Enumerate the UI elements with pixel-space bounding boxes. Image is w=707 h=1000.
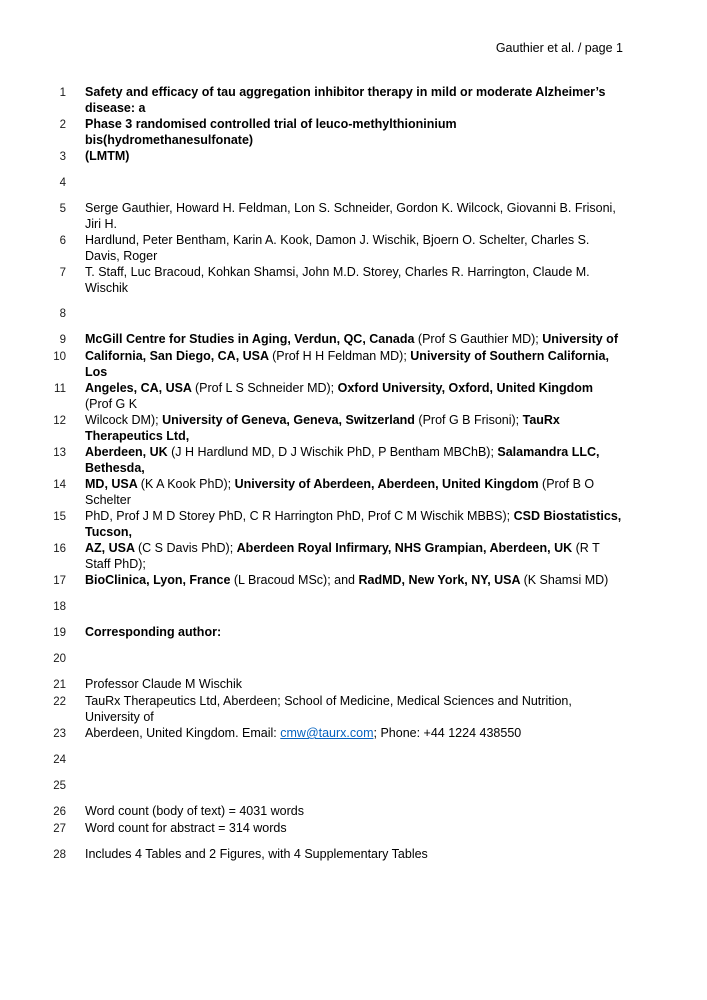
paragraph	[38, 624, 623, 641]
line-row	[38, 540, 623, 572]
text-segment: Aberdeen, UK	[85, 445, 172, 459]
paragraph	[38, 846, 623, 863]
line-number: 5	[59, 203, 66, 215]
line-text	[85, 331, 623, 347]
line-row	[38, 693, 623, 725]
line-row	[38, 84, 623, 116]
line-number: 9	[59, 334, 66, 346]
paragraph	[38, 676, 623, 742]
line-row	[38, 725, 623, 742]
line-number: 3	[59, 151, 66, 163]
line-row	[38, 820, 623, 837]
line-row	[38, 846, 623, 863]
line-number: 28	[53, 849, 66, 861]
line-text	[85, 412, 623, 444]
line-row	[38, 508, 623, 540]
text-segment: Aberdeen Royal Infirmary, NHS Grampian, Aberdeen, UK	[236, 541, 576, 555]
text-segment: PhD, Prof J M D Storey PhD, C R Harrington PhD, Prof C M Wischik MBBS);	[85, 509, 514, 523]
text-segment: (LMTM)	[85, 149, 130, 163]
line-row	[38, 116, 623, 148]
text-segment: CSD Biostatistics, Tucson,	[85, 509, 622, 539]
text-segment: Word count (body of text) = 4031 words	[85, 804, 304, 818]
line-number: 16	[53, 543, 66, 555]
line-number: 21	[53, 679, 66, 691]
email-link[interactable]: cmw@taurx.com	[280, 726, 374, 740]
line-text	[85, 476, 623, 508]
line-number: 2	[59, 119, 66, 131]
text-segment: RadMD, New York, NY, USA	[358, 573, 524, 587]
line-row	[38, 444, 623, 476]
text-segment: TauRx Therapeutics Ltd, Aberdeen; School of Medicine, Medical Sciences and Nutrition, University of	[85, 694, 572, 724]
line-number: 15	[53, 511, 66, 523]
line-row	[38, 676, 623, 693]
line-number: 27	[53, 823, 66, 835]
text-segment: BioClinica, Lyon, France	[85, 573, 234, 587]
line-number: 22	[53, 696, 66, 708]
line-number: 13	[53, 447, 66, 459]
text-segment: (K A Kook PhD);	[140, 477, 235, 491]
text-segment: Hardlund, Peter Bentham, Karin A. Kook, Damon J. Wischik, Bjoern O. Schelter, Charles S. Davis, Roger	[85, 233, 590, 263]
text-segment: California, San Diego, CA, USA	[85, 349, 273, 363]
text-segment: University of	[542, 332, 618, 346]
text-segment: Angeles, CA, USA	[85, 381, 195, 395]
line-text	[85, 725, 623, 741]
paragraph	[38, 305, 623, 322]
line-text	[85, 305, 623, 321]
line-number: 20	[53, 653, 66, 665]
line-number: 17	[53, 575, 66, 587]
line-row	[38, 624, 623, 641]
line-text	[85, 693, 623, 725]
line-text	[85, 148, 623, 164]
text-segment: T. Staff, Luc Bracoud, Kohkan Shamsi, John M.D. Storey, Charles R. Harrington, Claude M. Wischik	[85, 265, 590, 295]
text-segment: (C S Davis PhD);	[138, 541, 237, 555]
line-number: 25	[53, 780, 66, 792]
line-row	[38, 264, 623, 296]
text-segment: (Prof H H Feldman MD);	[272, 349, 411, 363]
line-number: 24	[53, 754, 66, 766]
paragraph	[38, 84, 623, 165]
text-segment: (L Bracoud MSc); and	[233, 573, 359, 587]
line-text	[85, 508, 623, 540]
paragraph	[38, 598, 623, 615]
text-segment: TauRx Therapeutics Ltd,	[85, 413, 560, 443]
line-number: 11	[54, 383, 66, 395]
line-row	[38, 380, 623, 412]
running-head: Gauthier et al. / page 1	[495, 41, 623, 55]
text-segment: University of Geneva, Geneva, Switzerland	[162, 413, 419, 427]
text-segment: University of Aberdeen, Aberdeen, United Kingdom	[234, 477, 543, 491]
text-segment: Oxford University, Oxford, United Kingdom	[337, 381, 593, 395]
line-row	[38, 232, 623, 264]
text-segment: (Prof S Gauthier MD);	[417, 332, 543, 346]
text-segment: (K Shamsi MD)	[523, 573, 609, 587]
line-row	[38, 751, 623, 768]
line-row	[38, 476, 623, 508]
text-segment: Aberdeen, United Kingdom. Email:	[85, 726, 281, 740]
text-segment: MD, USA	[85, 477, 141, 491]
line-text	[85, 380, 623, 412]
line-text	[85, 174, 623, 190]
line-text	[85, 232, 623, 264]
text-segment: (Prof L S Schneider MD);	[194, 381, 338, 395]
line-text	[85, 348, 623, 380]
text-segment: ; Phone: +44 1224 438550	[373, 726, 522, 740]
line-text	[85, 624, 623, 640]
line-number: 23	[53, 728, 66, 740]
text-segment: (Prof G K	[85, 397, 138, 411]
text-segment: Corresponding author:	[85, 625, 222, 639]
line-number: 19	[53, 627, 66, 639]
text-segment: Safety and efficacy of tau aggregation inhibitor therapy in mild or moderate Alzheimer’s disease: a	[85, 85, 606, 115]
paragraph	[38, 751, 623, 768]
line-text	[85, 84, 623, 116]
paragraph	[38, 174, 623, 191]
line-row	[38, 200, 623, 232]
line-text	[85, 650, 623, 666]
text-segment: Professor Claude M Wischik	[85, 677, 242, 691]
text-segment: Salamandra LLC, Bethesda,	[85, 445, 600, 475]
line-number: 10	[53, 351, 66, 363]
line-text	[85, 803, 623, 819]
line-text	[85, 200, 623, 232]
text-segment: Wilcock DM);	[85, 413, 163, 427]
line-text	[85, 444, 623, 476]
line-row	[38, 148, 623, 165]
line-row	[38, 572, 623, 589]
line-text	[85, 572, 623, 588]
text-segment: McGill Centre for Studies in Aging, Verdun, QC, Canada	[85, 332, 418, 346]
text-segment: Serge Gauthier, Howard H. Feldman, Lon S. Schneider, Gordon K. Wilcock, Giovanni B. Frisoni, Jiri H.	[85, 201, 616, 231]
line-text	[85, 264, 623, 296]
text-segment: (Prof G B Frisoni);	[418, 413, 523, 427]
line-text	[85, 777, 623, 793]
line-text	[85, 676, 623, 692]
line-row	[38, 305, 623, 322]
paragraph	[38, 200, 623, 296]
line-number: 4	[59, 177, 66, 189]
line-row	[38, 331, 623, 348]
line-number: 8	[59, 308, 66, 320]
line-row	[38, 803, 623, 820]
text-segment: Includes 4 Tables and 2 Figures, with 4 Supplementary Tables	[85, 847, 428, 861]
line-number: 12	[53, 415, 66, 427]
text-segment: Word count for abstract = 314 words	[85, 821, 287, 835]
text-segment: (R T Staff PhD);	[85, 541, 600, 571]
paragraph	[38, 777, 623, 794]
text-segment: Phase 3 randomised controlled trial of leuco-methylthioninium bis(hydromethanesulfonate)	[85, 117, 457, 147]
line-row	[38, 174, 623, 191]
document-body	[0, 84, 707, 863]
line-number: 26	[53, 806, 66, 818]
line-number: 6	[59, 235, 66, 247]
text-segment: AZ, USA	[85, 541, 139, 555]
line-number: 18	[53, 601, 66, 613]
line-text	[85, 598, 623, 614]
line-row	[38, 348, 623, 380]
line-text	[85, 116, 623, 148]
line-row	[38, 650, 623, 667]
line-text	[85, 540, 623, 572]
line-text	[85, 751, 623, 767]
line-number: 7	[59, 267, 66, 279]
line-row	[38, 412, 623, 444]
paragraph	[38, 650, 623, 667]
line-row	[38, 777, 623, 794]
line-text	[85, 820, 623, 836]
line-number: 1	[59, 87, 66, 99]
text-segment: (Prof B O Schelter	[85, 477, 595, 507]
line-row	[38, 598, 623, 615]
text-segment: (J H Hardlund MD, D J Wischik PhD, P Bentham MBChB);	[171, 445, 498, 459]
text-segment: University of Southern California, Los	[85, 349, 609, 379]
line-text	[85, 846, 623, 862]
line-number: 14	[53, 479, 66, 491]
paragraph	[38, 331, 623, 589]
paragraph	[38, 803, 623, 837]
